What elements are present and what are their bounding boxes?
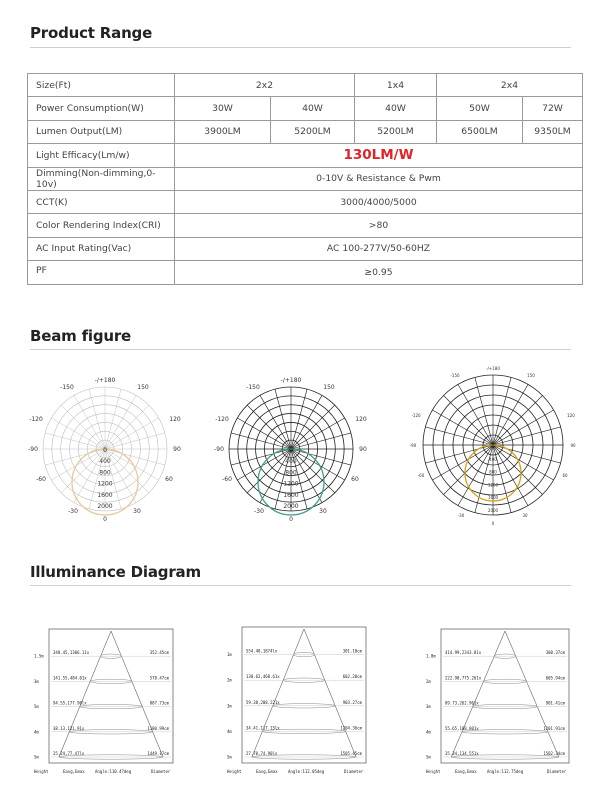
radial-label: 1600 — [283, 491, 299, 499]
lumen-value: 5200LM — [355, 120, 437, 143]
angle-label: -60 — [417, 473, 425, 478]
row-diameter: 578.47cm — [149, 675, 169, 681]
power-label: Power Consumption(W) — [28, 97, 175, 120]
angle-label: -/+180 — [94, 377, 116, 384]
polar-spoke — [291, 449, 351, 465]
row-illuminance: 138.62,468.61x — [246, 674, 280, 680]
row-diameter: 352.45cm — [149, 650, 169, 656]
row-diameter: 1449.17cm — [147, 751, 169, 756]
polar-spoke — [425, 445, 493, 463]
row-height: 1.0m — [426, 653, 436, 659]
radial-label: 2000 — [487, 508, 499, 513]
radial-label: 800 — [285, 469, 297, 477]
row-height: 4m — [426, 729, 431, 735]
table-row — [28, 237, 583, 260]
illuminance-svg — [226, 625, 368, 775]
polar-spoke — [231, 449, 291, 465]
radial-label: 1600 — [97, 491, 113, 499]
row-diameter: 887.73cm — [149, 700, 169, 706]
row-illuminance: 55.65,188.801x — [445, 725, 479, 731]
dimming-label: Dimming(Non-dimming,0-10v) — [28, 167, 175, 190]
illum-footer-label: Height — [34, 769, 49, 774]
pf-value: ≥0.95 — [175, 261, 583, 284]
efficacy-cell — [175, 144, 583, 167]
angle-label: -30 — [254, 508, 264, 515]
cri-label: Color Rendering Index(CRI) — [28, 214, 175, 237]
polar-spoke — [493, 377, 511, 445]
polar-spoke — [105, 433, 165, 449]
row-diameter: 300.37cm — [545, 650, 565, 656]
table-row — [28, 120, 583, 143]
radial-label: 1600 — [487, 495, 499, 501]
radial-label: 400 — [285, 458, 297, 466]
row-illuminance: 59.38,208.221x — [246, 699, 280, 705]
angle-label: -150 — [246, 384, 260, 391]
lumen-value: 9350LM — [523, 120, 583, 143]
illuminance-diagram-2 — [226, 625, 368, 775]
ac-label: AC Input Rating(Vac) — [28, 237, 175, 260]
polar-spoke — [105, 389, 121, 449]
size-2x4: 2x4 — [437, 74, 583, 97]
polar-spoke — [247, 405, 291, 449]
row-height: 5m — [227, 754, 232, 760]
angle-label: -90 — [214, 446, 224, 453]
polar-spoke — [105, 449, 165, 465]
polar-spoke — [425, 427, 493, 445]
efficacy-label: Light Efficacy(Lm/w) — [28, 144, 175, 167]
row-diameter: 1204.36cm — [340, 725, 362, 731]
row-illuminance: 89.73,262.961x — [445, 700, 479, 706]
angle-label: 90 — [173, 446, 181, 453]
row-illuminance: 222.90,775.261x — [445, 675, 482, 681]
row-height: 3m — [34, 678, 39, 684]
angle-label: -150 — [450, 373, 460, 378]
row-height: 3m — [426, 704, 431, 710]
dimming-value: 0-10V & Resistance & Pwm — [175, 167, 583, 190]
polar-diagram-1 — [28, 374, 181, 523]
power-value: 30W — [175, 97, 271, 120]
angle-label: 0 — [103, 516, 107, 523]
angle-label: -120 — [215, 416, 229, 423]
row-illuminance: 348.45,1306.11x — [53, 650, 90, 656]
pf-label: PF — [28, 261, 175, 284]
illum-footer-label: Diameter — [151, 769, 171, 774]
row-illuminance: 554.48,1874lx — [246, 648, 278, 654]
angle-label: 90 — [359, 446, 367, 453]
radial-label: 0 — [289, 447, 293, 454]
illum-footer-label: Angle:112.75deg — [487, 769, 524, 774]
power-value: 40W — [271, 97, 355, 120]
angle-label: 60 — [165, 476, 173, 483]
row-illuminance: 414.99,2343.81x — [445, 650, 482, 656]
row-height: 5m — [426, 754, 431, 760]
angle-label: 0 — [289, 516, 293, 523]
radial-label: 0 — [491, 444, 495, 449]
polar-spoke — [61, 405, 105, 449]
table-row — [28, 167, 583, 190]
row-height: 5m — [34, 754, 39, 760]
cri-value: >80 — [175, 214, 583, 237]
illum-footer-label: Angle:110.47deg — [95, 769, 132, 774]
row-illuminance: 38.13,121.91x — [53, 725, 85, 731]
table-row — [28, 74, 583, 97]
angle-label: 0 — [491, 521, 495, 526]
table-row — [28, 261, 583, 284]
polar-diagram-2 — [214, 374, 367, 523]
illum-footer-label: Eavg,Emax — [63, 769, 85, 774]
polar-spoke — [291, 433, 351, 449]
polar-spoke — [493, 445, 561, 463]
power-value: 40W — [355, 97, 437, 120]
illum-footer-label: Eavg,Emax — [256, 769, 278, 774]
polar-diagram-3 — [409, 366, 576, 526]
angle-label: 120 — [169, 416, 181, 423]
angle-label: -60 — [222, 476, 232, 483]
size-label: Size(Ft) — [28, 74, 175, 97]
radial-label: 400 — [99, 458, 111, 466]
row-diameter: 1505.45cm — [340, 751, 362, 756]
polar-spoke — [45, 433, 105, 449]
row-height: 3m — [227, 703, 232, 709]
row-diameter: 1502.34cm — [543, 751, 565, 756]
spec-table — [27, 73, 583, 285]
row-illuminance: 94.55,177.96lx — [53, 700, 87, 706]
table-row — [28, 190, 583, 213]
efficacy-value: 130LM/W — [343, 147, 414, 164]
illum-frame — [242, 627, 366, 763]
beam-figure-rule — [30, 349, 571, 350]
row-diameter: 301.10cm — [342, 648, 362, 654]
row-diameter: 1201.91cm — [543, 725, 565, 731]
illum-frame — [49, 629, 173, 763]
radial-label: 2000 — [97, 503, 113, 510]
radial-label: 2000 — [283, 503, 299, 510]
row-illuminance: 25.24,77.47lx — [53, 751, 85, 756]
angle-label: -60 — [36, 476, 46, 483]
polar-spoke — [475, 445, 493, 513]
row-height: 1m — [227, 652, 232, 658]
power-value: 50W — [437, 97, 523, 120]
angle-label: -120 — [29, 416, 43, 423]
power-value: 72W — [523, 97, 583, 120]
polar-svg — [28, 374, 181, 523]
radial-label: 0 — [103, 447, 107, 454]
polar-spoke — [493, 445, 511, 513]
row-height: 1.5m — [34, 653, 44, 659]
product-range-rule — [30, 47, 571, 48]
polar-spoke — [444, 396, 493, 445]
polar-spoke — [291, 389, 307, 449]
row-illuminance: 35.34,134.551x — [445, 751, 479, 756]
row-diameter: 903.27cm — [342, 699, 362, 705]
angle-label: -30 — [68, 508, 78, 515]
polar-svg — [214, 374, 367, 523]
polar-spoke — [291, 405, 335, 449]
illum-footer-label: Angle:112.05deg — [288, 769, 325, 774]
angle-label: 60 — [351, 476, 359, 483]
polar-svg — [409, 366, 576, 526]
angle-label: 150 — [527, 373, 535, 378]
lumen-value: 6500LM — [437, 120, 523, 143]
angle-label: -120 — [411, 413, 421, 418]
angle-label: -/+180 — [486, 366, 500, 371]
angle-label: 60 — [562, 473, 568, 478]
row-height: 2m — [426, 678, 431, 684]
row-diameter: 1180.99cm — [147, 725, 169, 731]
angle-label: -30 — [457, 513, 465, 518]
illuminance-diagram-3 — [425, 627, 571, 775]
radial-label: 1200 — [97, 480, 113, 488]
illum-footer-label: Height — [227, 769, 242, 774]
polar-spoke — [105, 405, 149, 449]
radial-label: 400 — [489, 456, 497, 462]
polar-spoke — [45, 449, 105, 465]
illum-frame — [441, 629, 569, 763]
angle-label: 30 — [133, 508, 141, 515]
angle-label: 90 — [570, 443, 576, 448]
angle-label: -90 — [409, 443, 417, 448]
cct-value: 3000/4000/5000 — [175, 190, 583, 213]
row-illuminance: 27.70,74.90lx — [246, 751, 278, 756]
illuminance-rule — [30, 585, 571, 586]
row-diameter: 602.20cm — [342, 674, 362, 680]
table-row — [28, 97, 583, 120]
radial-label: 1200 — [487, 482, 499, 488]
radial-label: 1200 — [283, 480, 299, 488]
ac-value: AC 100-277V/50-60HZ — [175, 237, 583, 260]
illum-footer-label: Diameter — [547, 769, 567, 774]
illum-footer-label: Height — [426, 769, 441, 774]
table-row — [28, 144, 583, 167]
beam-figure-title: Beam figure — [30, 327, 132, 345]
polar-spoke — [231, 433, 291, 449]
polar-spoke — [475, 377, 493, 445]
size-1x4: 1x4 — [355, 74, 437, 97]
row-height: 2m — [227, 677, 232, 683]
lumen-label: Lumen Output(LM) — [28, 120, 175, 143]
polar-spoke — [275, 389, 291, 449]
row-illuminance: 141.55,484.01x — [53, 675, 87, 681]
row-diameter: 901.41cm — [545, 700, 565, 706]
angle-label: 120 — [567, 413, 575, 418]
angle-label: -/+180 — [280, 377, 302, 384]
row-illuminance: 34.41,117.15lx — [246, 725, 280, 731]
illuminance-diagram-1 — [33, 627, 175, 775]
illum-footer-label: Eavg,Emax — [455, 769, 477, 774]
radial-label: 800 — [99, 469, 111, 477]
product-range-title: Product Range — [30, 24, 153, 42]
polar-spoke — [493, 396, 542, 445]
row-height: 5m — [34, 704, 39, 710]
angle-label: 30 — [319, 508, 327, 515]
row-height: 4m — [227, 728, 232, 734]
polar-spoke — [89, 389, 105, 449]
illuminance-svg — [33, 627, 175, 775]
illuminance-svg — [425, 627, 571, 775]
angle-label: -90 — [28, 446, 38, 453]
angle-label: 120 — [355, 416, 367, 423]
lumen-value: 3900LM — [175, 120, 271, 143]
lumen-value: 5200LM — [271, 120, 355, 143]
radial-label: 800 — [489, 469, 497, 475]
row-height: 4m — [34, 729, 39, 735]
polar-spoke — [493, 427, 561, 445]
illum-footer-label: Diameter — [344, 769, 364, 774]
angle-label: 150 — [137, 384, 149, 391]
size-2x2: 2x2 — [175, 74, 355, 97]
angle-label: 30 — [522, 513, 528, 518]
illuminance-title: Illuminance Diagram — [30, 563, 201, 581]
table-row — [28, 214, 583, 237]
angle-label: 150 — [323, 384, 335, 391]
cct-label: CCT(K) — [28, 190, 175, 213]
angle-label: -150 — [60, 384, 74, 391]
row-diameter: 605.94cm — [545, 675, 565, 681]
